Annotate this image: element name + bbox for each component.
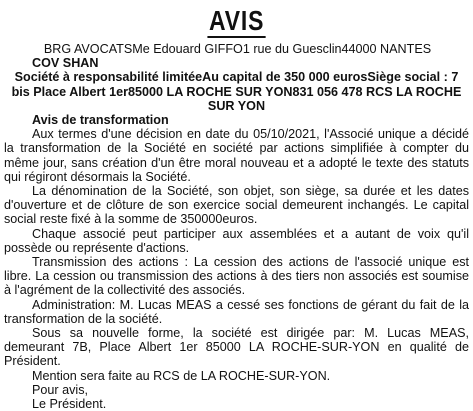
notice-title: AVIS	[208, 5, 265, 36]
signature-line: Le Président.	[32, 397, 107, 411]
paragraph-transmission: Transmission des actions : La cession des actions de l'associé unique est libre. La cession ou transmission des actions à des tiers non associés est soumise à l'agrément de la collectivité des associés.	[4, 255, 469, 298]
paragraph-voting: Chaque associé peut participer aux assemblées et a autant de voix qu'il possède ou représente d'actions.	[4, 226, 469, 255]
title-wrapper	[4, 6, 469, 38]
closing-line: Pour avis,	[32, 382, 88, 397]
company-details: Société à responsabilité limitéeAu capital de 350 000 eurosSiège social : 7 bis Place Albert 1er85000 LA ROCHE SUR YON831 056 478 RCS LA ROCHE SUR YON	[11, 70, 462, 113]
paragraph-administration: Administration: M. Lucas MEAS a cessé ses fonctions de gérant du fait de la transformation de la société.	[4, 297, 469, 326]
sender-line: BRG AVOCATSMe Edouard GIFFO1 rue du Guesclin44000 NANTES	[43, 42, 432, 56]
paragraph-decision: Aux termes d'une décision en date du 05/10/2021, l'Associé unique a décidé la transformation de la Société en société par actions simplifiée à compter du même jour, sans création d'un être moral nouveau et a adopté le texte des statuts qui régiront désormais la Société.	[4, 127, 469, 184]
paragraph-mention: Mention sera faite au RCS de LA ROCHE-SUR-YON.	[32, 368, 331, 383]
paragraph-denomination: La dénomination de la Société, son objet, son siège, sa durée et les dates d'ouverture et de clôture de son exercice social demeurent inchangés. Le capital social reste fixé à la somme de 350000euros.	[4, 184, 469, 227]
paragraph-direction: Sous sa nouvelle forme, la société est dirigée par: M. Lucas MEAS, demeurant 7B, Place Albert 1er 85000 LA ROCHE-SUR-YON en qualité de Président.	[4, 326, 469, 369]
company-name: COV SHAN	[32, 56, 99, 71]
section-heading: Avis de transformation	[32, 113, 169, 128]
